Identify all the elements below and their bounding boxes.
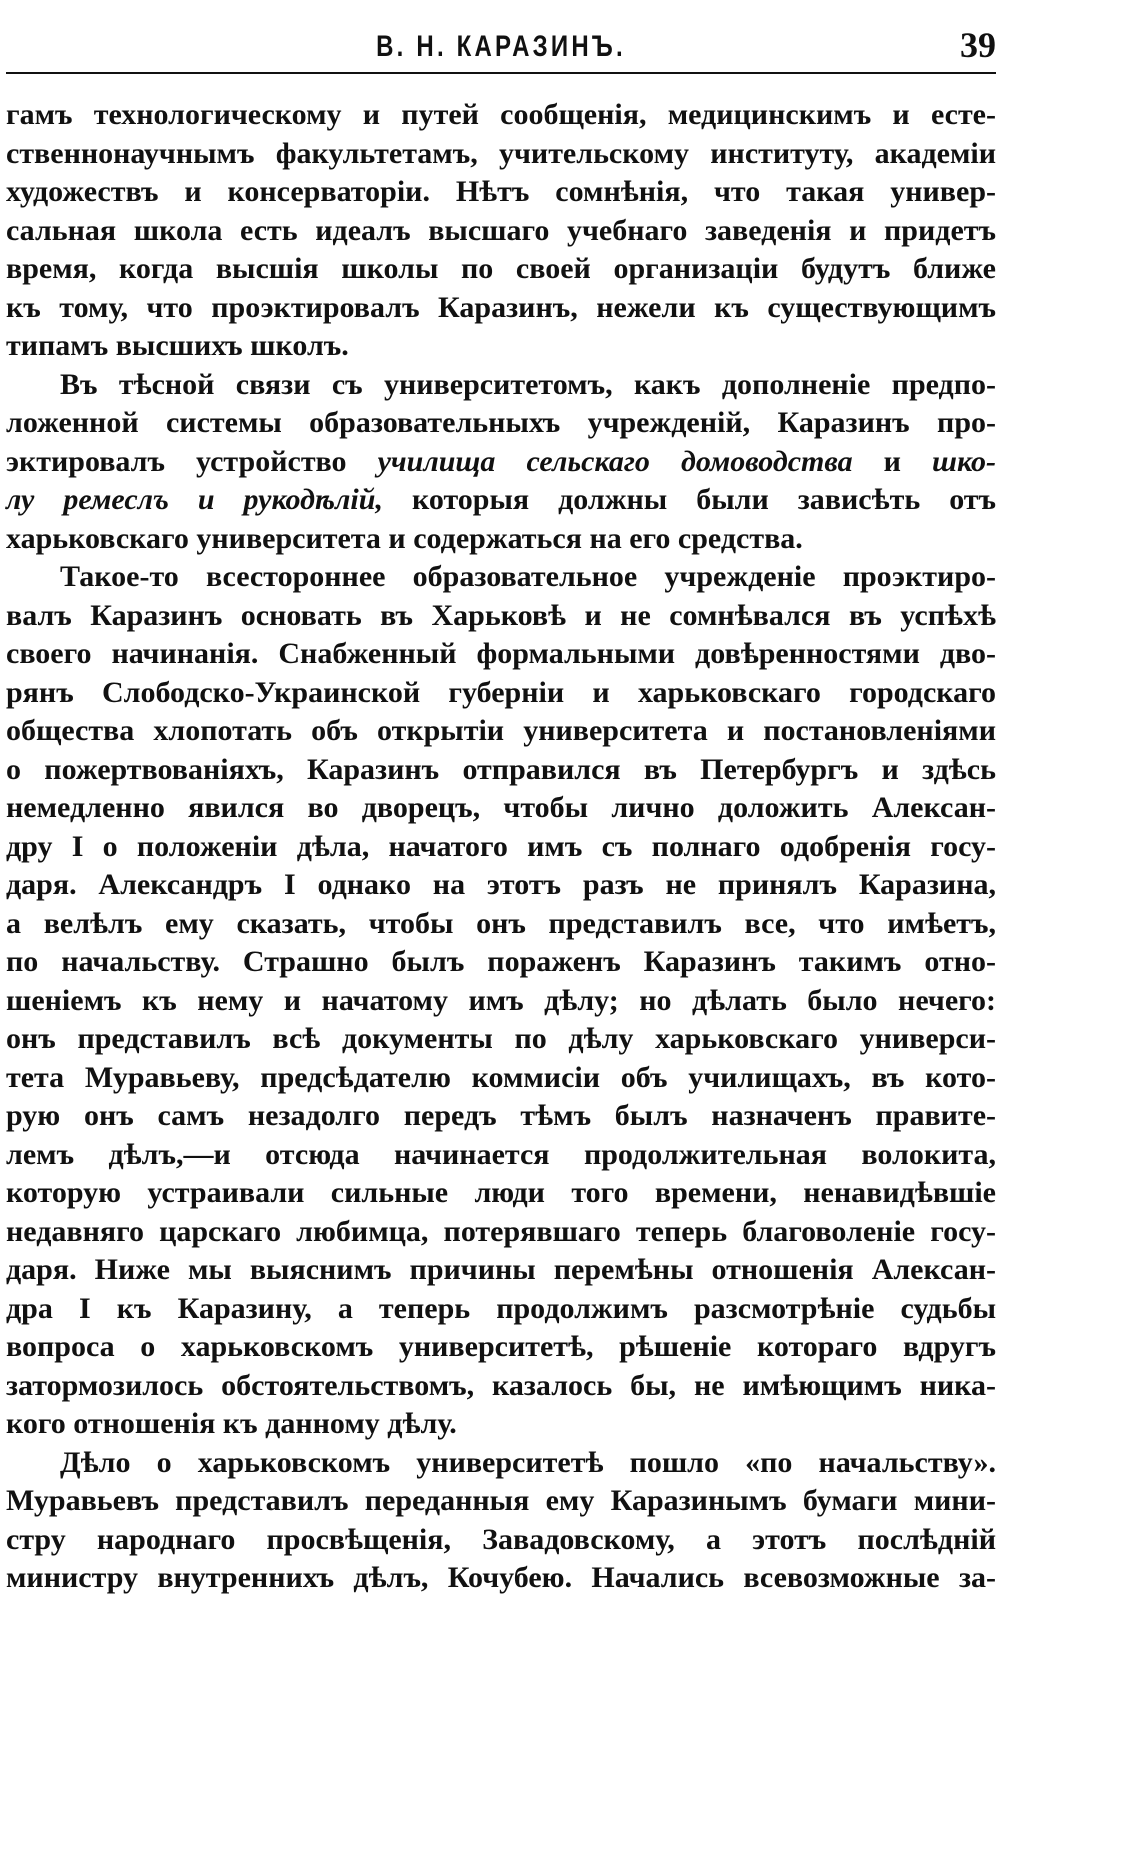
paragraph-1 xyxy=(6,96,996,366)
text-line: стру народнаго просвѣщенія, Завадовскому, а этотъ послѣдній xyxy=(6,1522,996,1556)
text-line: а велѣлъ ему сказать, чтобы онъ представилъ все, что имѣетъ, xyxy=(6,906,996,940)
paragraph-2 xyxy=(6,366,996,559)
body-text xyxy=(6,96,996,1598)
text-line: Въ тѣсной связи съ университетомъ, какъ дополненіе предпо- xyxy=(60,367,996,401)
text-line: тета Муравьеву, предсѣдателю коммисіи объ училищахъ, въ кото- xyxy=(6,1060,996,1094)
text-line: своего начинанія. Снабженный формальными довѣренностями дво- xyxy=(6,637,996,670)
text-line-mixed xyxy=(6,481,996,520)
text-line: Такое-то всестороннее образовательное учрежденіе проэктиро- xyxy=(60,560,996,593)
text-line: о пожертвованіяхъ, Каразинъ отправился въ Петербургъ и здѣсь xyxy=(6,752,996,786)
italic-run: шко- xyxy=(931,444,997,478)
text-line: лемъ дѣлъ,—и отсюда начинается продолжительная волокита, xyxy=(6,1137,996,1171)
text-line: валъ Каразинъ основать въ Харьковѣ и не сомнѣвался въ успѣхѣ xyxy=(6,598,996,632)
text-run: которыя должны были зависѣть отъ xyxy=(411,483,997,516)
text-line: даря. Ниже мы выяснимъ причины перемѣны отношенія Алексан- xyxy=(6,1253,996,1286)
text-line: дра I къ Каразину, а теперь продолжимъ разсмотрѣніе судьбы xyxy=(6,1291,996,1325)
running-title: В. Н. КАРАЗИНЪ. xyxy=(376,30,626,63)
paragraph-3 xyxy=(6,558,996,1444)
text-line: министру внутреннихъ дѣлъ, Кочубею. Начались всевозможные за- xyxy=(6,1561,996,1594)
paragraph-4 xyxy=(6,1444,996,1598)
text-line: кого отношенія къ данному дѣлу. xyxy=(6,1407,457,1440)
text-line: художествъ и консерваторіи. Нѣтъ сомнѣнія, что такая универ- xyxy=(6,175,996,208)
text-line: которую устраивали сильные люди того времени, ненавидѣвшіе xyxy=(6,1176,996,1209)
text-line: рую онъ самъ незадолго передъ тѣмъ былъ назначенъ правите- xyxy=(6,1099,996,1132)
text-line: время, когда высшія школы по своей организаціи будутъ ближе xyxy=(6,252,996,285)
text-line: общества хлопотать объ открытіи университета и постановленіями xyxy=(6,714,996,747)
text-line-mixed xyxy=(6,443,996,482)
text-line: недавняго царскаго любимца, потерявшаго теперь благоволеніе госу- xyxy=(6,1214,996,1248)
text-line: ложенной системы образовательныхъ учрежденій, Каразинъ про- xyxy=(6,406,996,439)
text-line: Муравьевъ представилъ переданныя ему Каразинымъ бумаги мини- xyxy=(6,1484,996,1517)
text-line: рянъ Слободско-Украинской губерніи и харьковскаго городскаго xyxy=(6,675,996,709)
text-line: типамъ высшихъ школъ. xyxy=(6,329,349,362)
text-line: по начальству. Страшно былъ пораженъ Каразинъ такимъ отно- xyxy=(6,945,996,978)
text-line: ственнонаучнымъ факультетамъ, учительскому институту, академіи xyxy=(6,136,996,170)
text-line: къ тому, что проэктировалъ Каразинъ, нежели къ существующимъ xyxy=(6,290,996,324)
text-line: дру I о положеніи дѣла, начатого имъ съ полнаго одобренія госу- xyxy=(6,829,996,863)
text-line: затормозилось обстоятельствомъ, казалось бы, не имѣющимъ ника- xyxy=(6,1368,996,1402)
text-line: вопроса о харьковскомъ университетѣ, рѣшеніе котораго вдругъ xyxy=(6,1330,996,1363)
text-line: онъ представилъ всѣ документы по дѣлу харьковскаго универси- xyxy=(6,1022,996,1055)
text-line: гамъ технологическому и путей сообщенія, медицинскимъ и есте- xyxy=(6,98,996,131)
document-page xyxy=(6,0,996,1598)
text-line: харьковскаго университета и содержаться на его средства. xyxy=(6,521,803,555)
text-line: сальная школа есть идеалъ высшаго учебнаго заведенія и придетъ xyxy=(6,213,996,247)
text-line: немедленно явился во дворецъ, чтобы лично доложить Алексан- xyxy=(6,791,996,824)
text-line: Дѣло о харьковскомъ университетѣ пошло «по начальству». xyxy=(60,1445,996,1479)
page-number: 39 xyxy=(960,25,996,65)
header-rule xyxy=(6,72,996,74)
page-header xyxy=(6,0,996,72)
text-line: даря. Александръ I однако на этотъ разъ не принялъ Каразина, xyxy=(6,868,996,901)
text-line: шеніемъ къ нему и начатому имъ дѣлу; но дѣлать было нечего: xyxy=(6,983,996,1017)
italic-run: училища сельскаго домоводства xyxy=(377,444,853,478)
text-run: и xyxy=(883,444,901,478)
text-run: эктировалъ устройство xyxy=(6,444,347,478)
italic-run: лу ремеслъ и рукодѣлій, xyxy=(6,483,383,516)
